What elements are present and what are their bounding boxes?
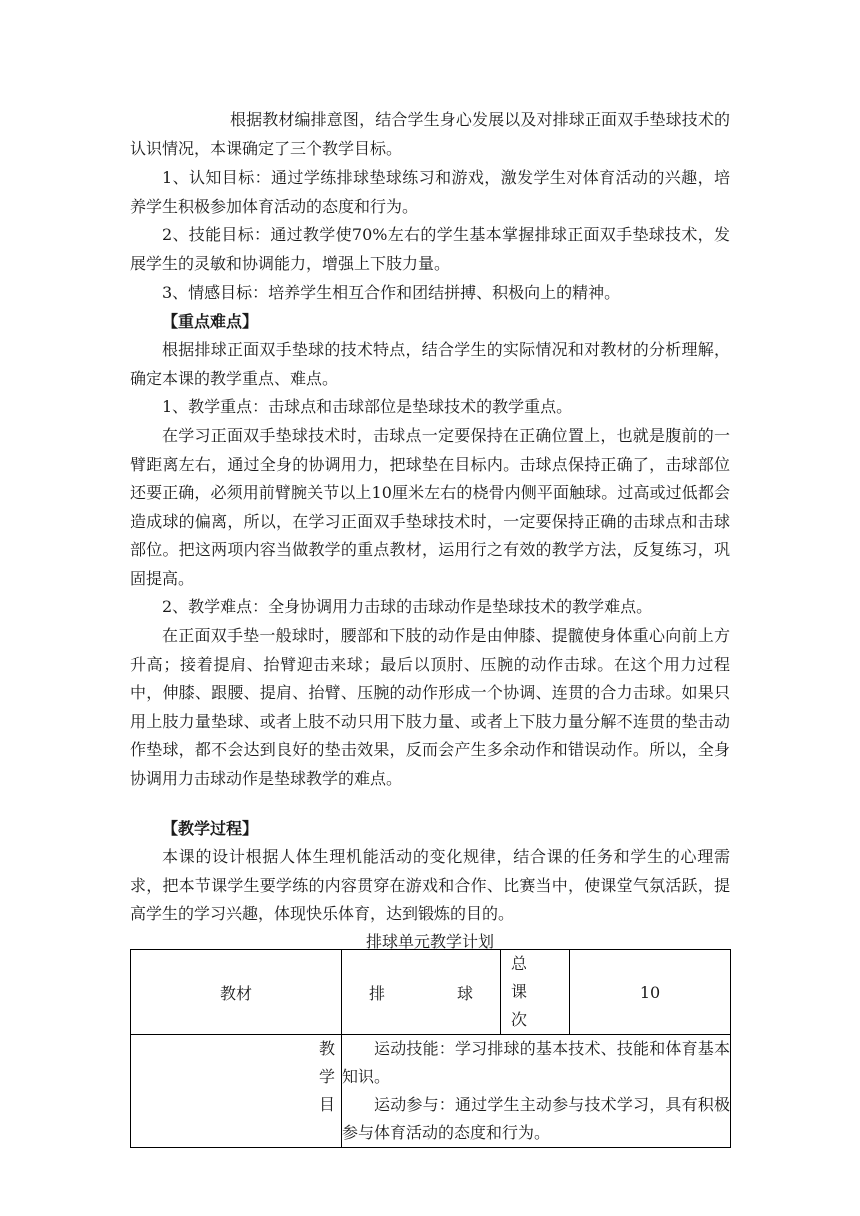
paragraph-emotion-goal: 3、情感目标：培养学生相互合作和团结拼搏、积极向上的精神。 — [162, 283, 621, 302]
goals-label-cell — [131, 1035, 342, 1148]
paragraph-key-detail: 在学习正面双手垫球技术时，击球点一定要保持在正确位置上，也就是腹前的一臂距离左右，通过全身的协调用力，把球垫在目标内。击球点保持正确了，击球部位还要正确，必须用前臂腕关节以上10厘米左右的桡骨内侧平面触球。过高或过低都会造成球的偏离，所以，在学习正面双手垫球技术时，一定要保持正确的击球点和击球部位。把这两项内容当做教学的重点教材，运用行之有效的教学方法，反复练习，巩固提高。 — [130, 426, 730, 588]
paragraph-process-intro: 本课的设计根据人体生理机能活动的变化规律，结合课的任务和学生的心理需求，把本节课学生要学练的内容贯穿在游戏和合作、比赛当中，使课堂气氛活跃，提高学生的学习兴趣，体现快乐体育，达到锻炼的目的。 — [130, 847, 730, 923]
goal-item-skill: 运动技能：学习排球的基本技术、技能和体育基本知识。 — [342, 1039, 730, 1086]
paragraph-intro: 根据教材编排意图，结合学生身心发展以及对排球正面双手垫球技术的认识情况，本课确定了三个教学目标。 — [130, 110, 730, 158]
unit-plan-table — [130, 949, 731, 1148]
total-lessons-label: 总课次 — [511, 954, 538, 1029]
table-row — [131, 1035, 731, 1148]
paragraph-difficult-point: 2、教学难点：全身协调用力击球的击球动作是垫球技术的教学难点。 — [162, 597, 653, 616]
goals-label: 教学目 — [318, 1039, 335, 1114]
subject-cell — [342, 950, 501, 1035]
heading-teaching-process: 【教学过程】 — [162, 819, 259, 838]
paragraph-key-point: 1、教学重点：击球点和击球部位是垫球技术的教学重点。 — [162, 397, 573, 416]
goals-content-cell — [342, 1035, 731, 1148]
total-lessons-value-cell: 10 — [570, 950, 731, 1035]
material-label-cell: 教材 — [131, 950, 342, 1035]
subject-text: 排球 — [369, 983, 473, 1003]
table-caption: 排球单元教学计划 — [365, 932, 494, 951]
paragraph-skill-goal: 2、技能目标：通过教学使70%左右的学生基本掌握排球正面双手垫球技术，发展学生的灵敏和协调能力，增强上下肢力量。 — [130, 225, 730, 273]
paragraph-key-intro: 根据排球正面双手垫球的技术特点，结合学生的实际情况和对教材的分析理解，确定本课的教学重点、难点。 — [130, 340, 730, 388]
goal-item-participation: 运动参与：通过学生主动参与技术学习，具有积极参与体育活动的态度和行为。 — [342, 1095, 730, 1142]
table-row — [131, 950, 731, 1035]
total-lessons-label-cell — [501, 950, 570, 1035]
heading-key-difficult: 【重点难点】 — [162, 312, 259, 331]
paragraph-cognitive-goal: 1、认知目标：通过学练排球垫球练习和游戏，激发学生对体育活动的兴趣，培养学生积极参加体育活动的态度和行为。 — [130, 168, 730, 216]
paragraph-difficult-detail: 在正面双手垫一般球时，腰部和下肢的动作是由伸膝、提髋使身体重心向前上方升高；接着提肩、抬臂迎击来球；最后以顶肘、压腕的动作击球。在这个用力过程中，伸膝、跟腰、提肩、抬臂、压腕的动作形成一个协调、连贯的合力击球。如果只用上肢力量垫球、或者上肢不动只用下肢力量、或者上下肢力量分解不连贯的垫击动作垫球，都不会达到良好的垫击效果，反而会产生多余动作和错误动作。所以，全身协调用力击球动作是垫球教学的难点。 — [130, 626, 730, 788]
